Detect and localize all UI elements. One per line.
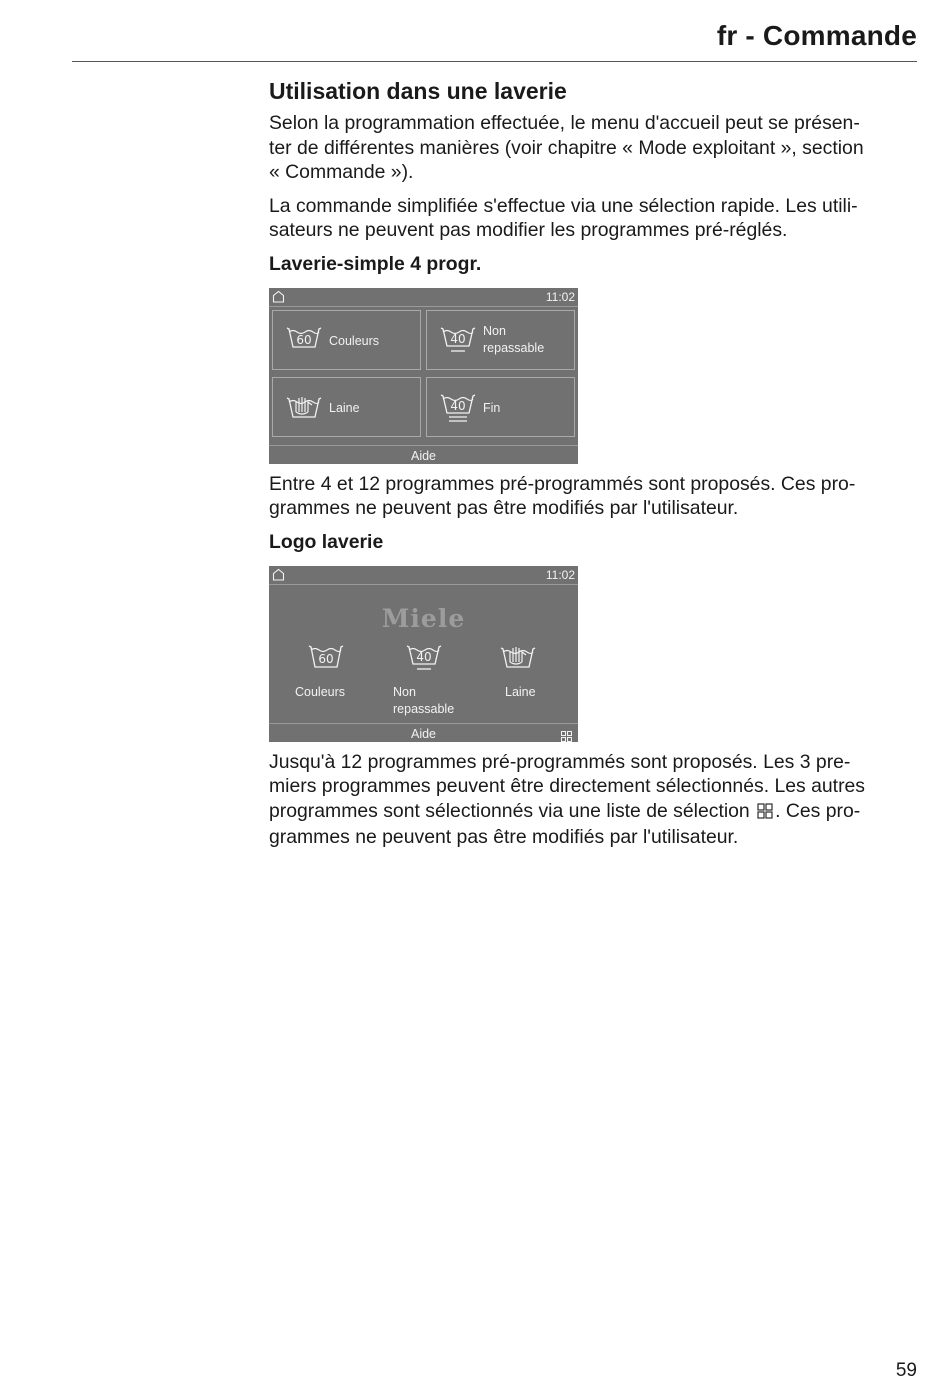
program-label — [393, 684, 483, 718]
svg-text:40: 40 — [450, 331, 466, 346]
wash-tub-icon — [405, 642, 483, 677]
help-button[interactable] — [269, 445, 578, 464]
section-title: Utilisation dans une laverie — [269, 78, 567, 104]
program-laine[interactable] — [494, 642, 584, 701]
header-title: fr - Commande — [716, 20, 917, 51]
text-line: grammes ne peuvent pas être modifiés par l'utilisateur. — [269, 497, 739, 519]
quick-paragraph — [269, 194, 914, 243]
text-line: grammes ne peuvent pas être modifiés par l'utilisateur. — [269, 826, 739, 848]
wash-tub-icon — [439, 325, 477, 360]
program-label — [483, 323, 544, 357]
program-tile-fin[interactable] — [426, 377, 575, 437]
label-line: repassable — [483, 340, 545, 355]
screen-status-bar — [269, 566, 578, 585]
help-label: Aide — [410, 726, 437, 741]
logo-paragraph — [269, 750, 914, 850]
program-label: Couleurs — [329, 333, 380, 348]
program-couleurs[interactable] — [295, 642, 385, 701]
laundry-simple-screen — [269, 288, 578, 464]
program-label: Couleurs — [295, 684, 346, 699]
text-line: « Commande »). — [269, 161, 414, 183]
label-line: Non — [393, 684, 416, 699]
wash-tub-icon — [439, 392, 477, 429]
hand-wash-icon — [285, 392, 323, 427]
program-tile-non-repassable[interactable] — [426, 310, 575, 370]
text-line: Jusqu'à 12 programmes pré-programmés sont proposés. Les 3 pre- — [269, 750, 851, 773]
list-grid-icon[interactable] — [561, 728, 572, 748]
svg-text:40: 40 — [450, 398, 466, 413]
text-line: Selon la programmation effectuée, le menu d'accueil peut se présen- — [269, 112, 860, 134]
laundry-logo-screen — [269, 566, 578, 742]
wash-tub-icon — [285, 325, 323, 356]
program-non-repassable[interactable] — [393, 642, 483, 718]
program-label: Fin — [483, 400, 501, 415]
text-line: miers programmes peuvent être directement sélectionnés. Les autres — [269, 775, 866, 797]
screen-status-bar — [269, 288, 578, 307]
svg-text:40: 40 — [416, 649, 432, 664]
intro-paragraph — [269, 111, 914, 185]
help-button[interactable] — [269, 723, 578, 742]
program-tile-couleurs[interactable] — [272, 310, 421, 370]
clock: 11:02 — [545, 289, 575, 304]
home-icon[interactable] — [272, 568, 285, 586]
program-label: Laine — [329, 400, 360, 415]
clock: 11:02 — [545, 567, 575, 582]
text-line: La commande simplifiée s'effectue via une sélection rapide. Les utili- — [269, 194, 858, 217]
svg-text:60: 60 — [296, 332, 312, 347]
text-line: . Ces pro- — [775, 799, 861, 822]
brand-logo: Miele — [381, 603, 466, 633]
list-grid-icon — [757, 801, 773, 826]
page-number: 59 — [895, 1360, 917, 1381]
text-line: ter de différentes manières (voir chapitre « Mode exploitant », section — [269, 136, 864, 159]
text-line: sateurs ne peuvent pas modifier les programmes pré-réglés. — [269, 219, 788, 241]
home-icon[interactable] — [272, 290, 285, 308]
logo-heading: Logo laverie — [269, 530, 384, 553]
header-rule — [72, 61, 917, 62]
simple-heading: Laverie-simple 4 progr. — [269, 252, 482, 275]
simple-paragraph — [269, 472, 914, 521]
label-line: repassable — [393, 701, 455, 716]
main-content — [269, 78, 914, 859]
help-label: Aide — [410, 448, 437, 463]
hand-wash-icon — [499, 642, 584, 677]
program-label: Laine — [505, 684, 536, 699]
text-line: programmes sont sélectionnés via une liste de sélection — [269, 799, 750, 822]
wash-tub-icon — [307, 642, 385, 677]
program-tile-laine[interactable] — [272, 377, 421, 437]
label-line: Non — [483, 323, 506, 338]
text-line: Entre 4 et 12 programmes pré-programmés sont proposés. Ces pro- — [269, 472, 856, 495]
svg-text:60: 60 — [318, 651, 334, 666]
